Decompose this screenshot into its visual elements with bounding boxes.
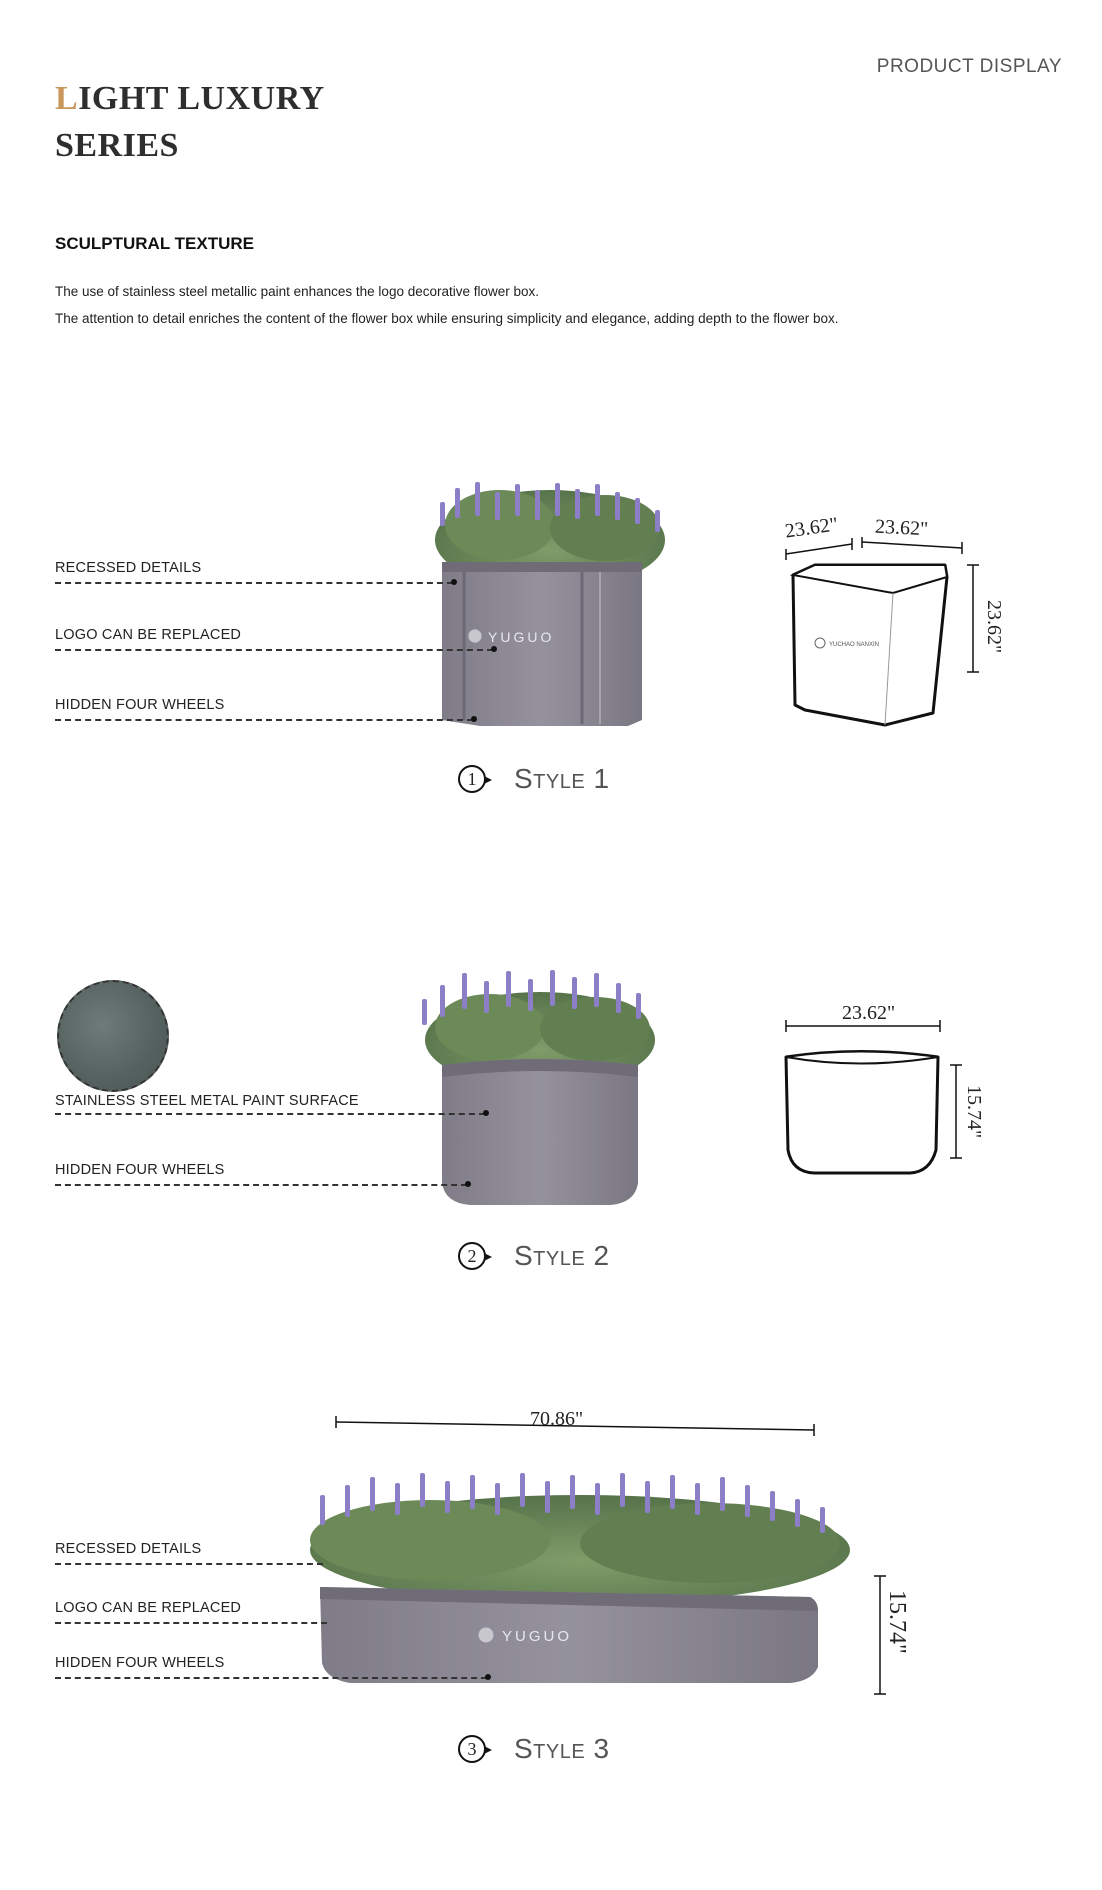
style1-dim-width: 23.62" xyxy=(783,513,840,543)
style3-planter-image xyxy=(290,1455,870,1715)
style1-number: 1 xyxy=(458,765,486,793)
style3-dim-length: 70.86" xyxy=(530,1408,584,1430)
style3-number: 3 xyxy=(458,1735,486,1763)
style1-logo-text: YUGUO xyxy=(488,629,555,645)
style1-leader-dot xyxy=(491,646,497,652)
style3-callout-wheels: HIDDEN FOUR WHEELS xyxy=(55,1655,225,1671)
style3-leader-logo xyxy=(55,1622,327,1624)
style2-leader-dot xyxy=(483,1110,489,1116)
style3-logo-text: YUGUO xyxy=(502,1628,573,1645)
style2-dim-width: 23.62" xyxy=(842,1002,896,1024)
style2-label xyxy=(458,1240,610,1272)
page-title xyxy=(55,75,325,169)
style3-leader-wheels xyxy=(55,1677,487,1679)
style2-dim-height: 15.74" xyxy=(963,1085,985,1139)
page-tag: PRODUCT DISPLAY xyxy=(876,56,1062,77)
style1-label-text: Style 1 xyxy=(514,763,610,794)
style2-leader-wheels xyxy=(55,1184,467,1186)
style1-callout-logo: LOGO CAN BE REPLACED xyxy=(55,627,242,643)
style2-leader-dot xyxy=(465,1181,471,1187)
lavender-foliage xyxy=(310,1473,850,1605)
section-heading: SCULPTURAL TEXTURE xyxy=(55,234,254,253)
style1-leader-recessed xyxy=(55,582,453,584)
style2-label-text: Style 2 xyxy=(514,1240,610,1271)
style3-label-text: Style 3 xyxy=(514,1733,610,1764)
style2-callout-wheels: HIDDEN FOUR WHEELS xyxy=(55,1162,225,1178)
style3-callout-recessed: RECESSED DETAILS xyxy=(55,1541,202,1557)
intro-paragraph-1: The use of stainless steel metallic paint enhances the logo decorative flower box. xyxy=(55,284,540,299)
style1-leader-dot xyxy=(471,716,477,722)
style1-callout-recessed: RECESSED DETAILS xyxy=(55,560,202,576)
style1-leader-logo xyxy=(55,649,493,651)
style1-dim-depth: 23.62" xyxy=(874,515,929,541)
style1-dimension-lines xyxy=(780,520,1000,720)
style3-callout-logo: LOGO CAN BE REPLACED xyxy=(55,1600,242,1616)
style1-planter-image xyxy=(420,480,680,740)
style1-label xyxy=(458,763,610,795)
style1-sketch-logo: YUCHAO NANXIN xyxy=(829,642,880,648)
style1-dim-height: 23.62" xyxy=(983,600,1005,654)
title-line1: IGHT LUXURY xyxy=(78,80,325,117)
style2-leader-surface xyxy=(55,1113,485,1115)
style3-leader-recessed xyxy=(55,1563,323,1565)
style3-leader-dot xyxy=(485,1674,491,1680)
style2-number: 2 xyxy=(458,1242,486,1270)
style1-leader-wheels xyxy=(55,719,473,721)
style1-leader-dot xyxy=(451,579,457,585)
style2-planter-image xyxy=(410,965,670,1225)
style3-dim-height: 15.74" xyxy=(884,1590,910,1654)
style2-callout-surface: STAINLESS STEEL METAL PAINT SURFACE xyxy=(55,1093,359,1109)
style3-label xyxy=(458,1733,610,1765)
stainless-steel-swatch xyxy=(57,980,169,1092)
intro-paragraph-2: The attention to detail enriches the content of the flower box while ensuring simplicity and elegance, adding depth to the flower box. xyxy=(55,311,839,326)
style1-callout-wheels: HIDDEN FOUR WHEELS xyxy=(55,697,225,713)
title-accent-letter: L xyxy=(55,80,79,117)
title-line2: SERIES xyxy=(55,127,179,164)
